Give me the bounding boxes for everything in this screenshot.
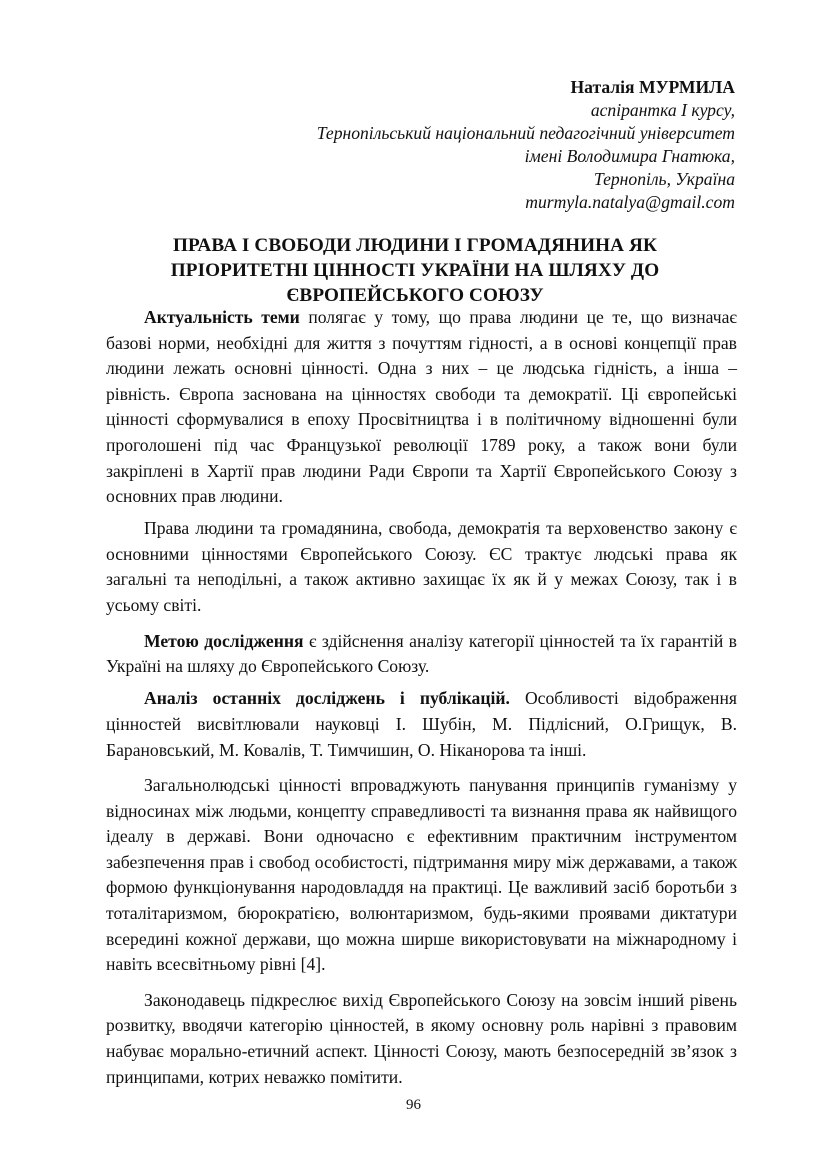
title-line: ЄВРОПЕЙСЬКОГО СОЮЗУ	[286, 285, 544, 306]
author-name: Наталія МУРМИЛА	[570, 77, 735, 97]
author-email: murmyla.natalya@gmail.com	[525, 192, 735, 212]
paragraph-text: Права людини та громадянина, свобода, демократія та верховенство закону є основними цінностями Європейського Союзу. ЄС трактує людські права як загальні та неподільні, а також активно захищає їх як й у межах Союзу, так і в усьому світі.	[106, 518, 737, 616]
paragraph-lead: Актуальність теми	[144, 307, 300, 327]
title-line: ПРАВА І СВОБОДИ ЛЮДИНИ І ГРОМАДЯНИНА ЯК	[173, 235, 657, 256]
author-university: Тернопільський національний педагогічний університет	[316, 123, 735, 143]
author-location: Тернопіль, Україна	[593, 169, 735, 189]
paragraph-eu-values	[106, 516, 737, 618]
author-position: аспірантка I курсу,	[590, 100, 735, 120]
article-title	[100, 233, 730, 308]
paragraph-legislator	[106, 988, 737, 1090]
paragraph-relevance	[106, 305, 737, 510]
author-university-name: імені Володимира Гнатюка,	[524, 146, 735, 166]
paragraph-literature	[106, 686, 737, 763]
page-number: 96	[406, 1097, 421, 1113]
paragraph-text: Особливості відображення цінностей висвітлювали науковці І. Шубін, М. Підлісний, О.Грищук, В. Барановський, М. Ковалів, Т. Тимчишин, О. Ніканорова та інші.	[106, 688, 737, 760]
paragraph-text: Загальнолюдські цінності впроваджують панування принципів гуманізму у відносинах між людьми, концепту справедливості та визнання права як найвищого ідеалу в державі. Вони одночасно є ефективним практичним інструментом забезпечення прав і свобод особистості, підтримання миру між державами, а також формою функціонування народовладдя на практиці. Це важливий засіб боротьби з тоталітаризмом, бюрократією, волюнтаризмом, будь-якими проявами диктатури всередині кожної держави, що можна ширше використовувати на міжнародному і навіть всесвітньому рівні [4].	[106, 775, 737, 975]
author-block	[317, 76, 735, 214]
paragraph-lead: Метою дослідження	[144, 630, 304, 651]
paragraph-text: полягає у тому, що права людини це те, що визначає базові норми, необхідні для життя з почуттям гідності, а в основі концепції прав людини лежать основні цінності. Одна з них – це людська гідність, а інша – рівність. Європа заснована на цінностях свободи та демократії. Ці європейські цінності сформувалися в епоху Просвітництва і в політичному відношенні були проголошені під час Французької революції 1789 року, а також вони були закріплені в Хартії прав людини Ради Європи та Хартії Європейського Союзу з основних прав людини.	[106, 307, 737, 507]
title-line: ПРІОРИТЕТНІ ЦІННОСТІ УКРАЇНИ НА ШЛЯХУ ДО	[170, 260, 660, 281]
paragraph-text: є здійснення аналізу категорії цінностей та їх гарантій в Україні на шляху до Європейського Союзу.	[106, 630, 737, 677]
article-body	[106, 305, 737, 1097]
paragraph-lead: Аналіз останніх досліджень і публікацій.	[144, 688, 510, 709]
paragraph-universal-values	[106, 773, 737, 978]
paragraph-text: Законодавець підкреслює вихід Європейського Союзу на зовсім інший рівень розвитку, вводячи категорію цінностей, в якому основну роль нарівні з правовим набуває морально-етичний аспект. Цінності Союзу, мають безпосередній зв’язок з принципами, котрих неважко помітити.	[106, 989, 737, 1087]
paragraph-goal	[106, 629, 737, 680]
